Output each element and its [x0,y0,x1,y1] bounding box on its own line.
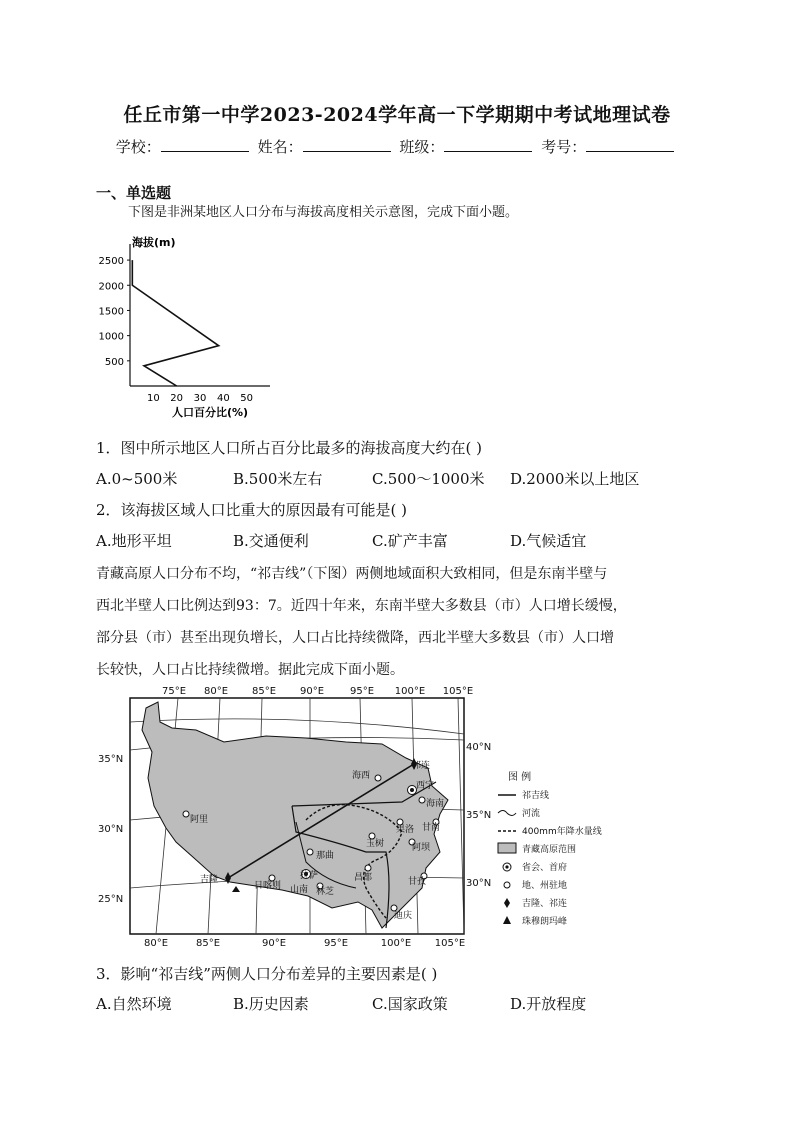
legend-item-label: 青藏高原范围 [522,845,577,855]
map-place-label: 那曲 [316,851,335,861]
chart-y-tick-label: 1500 [98,306,124,318]
q1-option-b[interactable]: B.500米左右 [233,470,323,488]
map-place-label: 阿坝 [412,843,431,853]
legend-item-label: 400mm年降水量线 [522,827,602,837]
map-lat-label-right: 40°N [466,742,492,753]
legend-symbol-capital-dot [505,865,508,868]
map-lat-label-left: 25°N [98,894,124,905]
map-lon-label-top: 80°E [203,686,229,697]
chart-x-tick-label: 20 [170,393,184,404]
chart-x-tick-label: 50 [240,393,254,404]
q2-option-c[interactable]: C.矿产丰富 [372,532,448,550]
q3-option-a[interactable]: A.自然环境 [96,995,172,1013]
passage-2 [96,558,716,686]
chart-x-label: 人口百分比(%) [171,406,249,419]
exam-no-label: 考号： [541,138,587,156]
map-place-label: 果洛 [396,825,415,835]
map-lon-label-top: 100°E [394,686,426,697]
passage-2-line: 部分县（市）甚至出现负增长，人口占比持续微降，西北半壁大多数县（市）人口增 [96,630,614,646]
legend-title: 图 例 [508,772,532,783]
chart-x-tick-label: 30 [193,393,207,404]
legend-symbol-plateau [498,843,516,853]
chart-x-tick-label: 40 [216,393,230,404]
map-place-label: 海西 [352,771,371,781]
map-place-label: 昌都 [354,873,373,883]
map-lon-label-top: 75°E [161,686,187,697]
map-lon-label-top: 90°E [299,686,325,697]
page-title: 任丘市第一中学2023-2024学年高一下学期期中考试地理试卷 [123,104,671,126]
legend-symbol-river [498,811,516,816]
student-info-row [0,136,794,157]
legend-symbol-diamond [504,898,510,908]
map-place-label: 甘南 [422,823,441,833]
map-lon-label-top: 95°E [349,686,375,697]
map-lon-label-bottom: 85°E [195,938,221,949]
q1-option-c[interactable]: C.500～1000米 [372,470,485,488]
legend-symbol-prefecture [504,882,510,888]
class-label: 班级： [399,138,445,156]
map-lat-label-right: 30°N [466,878,492,889]
map-place-label: 迪庆 [394,911,413,921]
map-lon-label-top: 105°E [442,686,474,697]
class-field[interactable] [444,137,532,152]
map-lat-label-left: 30°N [98,824,124,835]
passage-2-line: 西北半壁人口比例达到93：7。近四十年来，东南半壁大多数县（市）人口增长缓慢， [96,598,627,614]
chart-y-tick-label: 500 [104,356,124,368]
name-field[interactable] [303,137,391,152]
q2-option-a[interactable]: A.地形平坦 [96,532,172,550]
q1-option-d[interactable]: D.2000米以上地区 [510,470,640,488]
map-lon-label-top: 85°E [251,686,277,697]
map-place-label: 海南 [426,799,445,809]
q2-option-b[interactable]: B.交通便利 [233,532,309,550]
q3-option-c[interactable]: C.国家政策 [372,995,448,1013]
map-lon-label-bottom: 80°E [143,938,169,949]
q1-option-a[interactable]: A.0~500米 [96,470,178,488]
question-1-stem: 1．图中所示地区人口所占百分比最多的海拔高度大约在( ) [96,439,483,457]
map-place-label: 西宁 [416,781,435,791]
map-place-label: 林芝 [316,887,335,897]
legend-item-label: 河流 [522,809,541,819]
school-label: 学校： [115,138,161,156]
map-place-label: 阿里 [190,815,209,825]
q3-option-b[interactable]: B.历史因素 [233,995,309,1013]
legend-symbol-peak [503,916,511,924]
passage-2-line: 长较快，人口占比持续微增。据此完成下面小题。 [96,662,404,678]
q2-option-d[interactable]: D.气候适宜 [510,532,587,550]
map-lon-label-bottom: 105°E [434,938,466,949]
map-place-label: 甘孜 [408,877,427,887]
chart-y-tick-label: 1000 [98,331,124,343]
section-heading: 一、单选题 [96,184,172,202]
map-lon-label-bottom: 95°E [323,938,349,949]
chart-series-line [132,260,218,386]
exam-no-field[interactable] [586,137,674,152]
legend-item-label: 地、州驻地 [522,881,568,891]
chart-x-tick-label: 10 [146,393,160,404]
map-lon-label-bottom: 90°E [261,938,287,949]
legend-item-label: 吉隆、祁连 [522,899,568,909]
legend-item-label: 省会、首府 [522,863,568,873]
name-label: 姓名： [257,138,303,156]
map-place-label: 玉树 [366,839,385,849]
map-place-label: 祁连 [412,761,431,771]
map-place-label: 山南 [290,885,309,895]
question-2-stem: 2．该海拔区域人口比重大的原因最有可能是( ) [96,501,408,519]
chart-y-tick-label: 2500 [98,256,124,268]
map-place-label: 拉萨 [300,871,319,881]
map-lon-label-bottom: 100°E [380,938,412,949]
chart-y-tick-label: 2000 [98,281,124,293]
map-place-label: 吉隆 [200,875,219,885]
question-3-stem: 3．影响“祁吉线”两侧人口分布差异的主要因素是( ) [96,965,438,983]
school-field[interactable] [161,137,249,152]
passage-2-line: 青藏高原人口分布不均，“祁吉线”（下图）两侧地域面积大致相同，但是东南半壁与 [96,566,608,582]
map-lat-label-left: 35°N [98,754,124,765]
map-place-label: 日喀则 [254,881,282,891]
qinghai-tibet-map [96,682,626,952]
legend-item-label: 祁吉线 [522,791,550,801]
passage-1: 下图是非洲某地区人口分布与海拔高度相关示意图，完成下面小题。 [128,205,519,220]
q3-option-d[interactable]: D.开放程度 [510,995,587,1013]
map-lat-label-right: 35°N [466,810,492,821]
legend-item-label: 珠穆朗玛峰 [522,917,568,927]
altitude-population-chart [96,234,306,424]
chart-y-label: 海拔(m) [132,236,176,249]
